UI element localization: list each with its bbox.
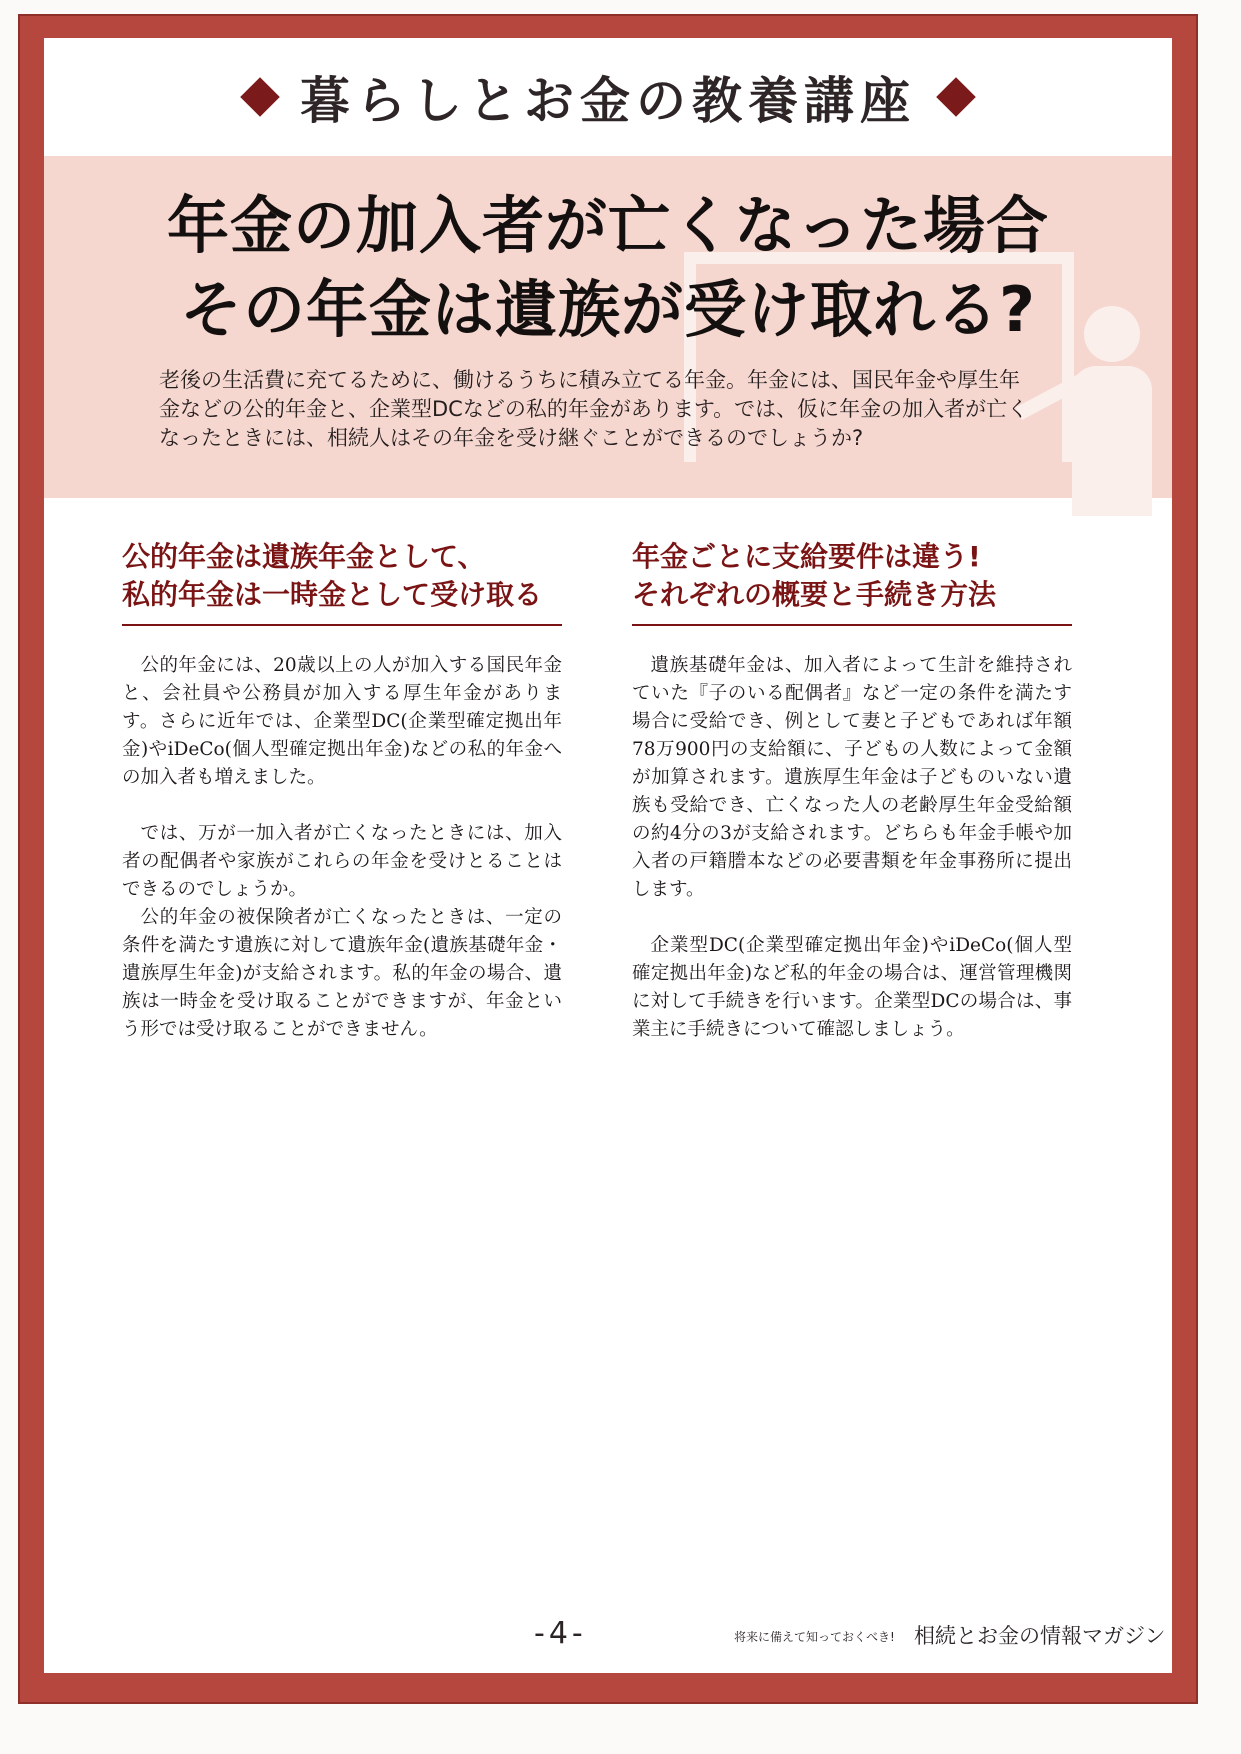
magazine-name: 相続とお金の情報マガジン xyxy=(914,1624,1166,1648)
headline-line-1: 年金の加入者が亡くなった場合 xyxy=(166,189,1049,262)
teacher-body-icon xyxy=(1072,366,1152,516)
left-column-body xyxy=(122,652,562,1044)
right-paragraph-1: 遺族基礎年金は、加入者によって生計を維持されていた『子のいる配偶者』など一定の条件を満たす場合に受給でき、例として妻と子どもであれば年額78万900円の支給額に、子どもの人数によって金額が加算されます。遺族厚生年金は子どものいない遺族も受給でき、亡くなった人の老齢厚生年金受給額の約4分の3が支給されます。どちらも年金手帳や加入者の戸籍謄本などの必要書類を年金事務所に提出します。 xyxy=(632,655,1072,900)
left-paragraph-2: では、万が一加入者が亡くなったときには、加入者の配偶者や家族がこれらの年金を受けとることはできるのでしょうか。 xyxy=(122,823,562,900)
series-title: 暮らしとお金の教養講座 xyxy=(300,72,916,130)
right-column-body xyxy=(632,652,1072,1044)
page-footer xyxy=(44,1616,1172,1656)
left-heading-line-1: 公的年金は遺族年金として、 xyxy=(122,540,486,573)
hero-banner xyxy=(44,156,1172,498)
page-content xyxy=(44,38,1172,1673)
left-paragraph-1: 公的年金には、20歳以上の人が加入する国民年金と、会社員や公務員が加入する厚生年金があります。さらに近年では、企業型DC(企業型確定拠出年金)やiDeCo(個人型確定拠出年金)などの私的年金への加入者も増えました。 xyxy=(122,655,562,788)
lead-paragraph: 老後の生活費に充てるために、働けるうちに積み立てる年金。年金には、国民年金や厚生年金などの公的年金と、企業型DCなどの私的年金があります。では、仮に年金の加入者が亡くなったときには、相続人はその年金を受け継ぐことができるのでしょうか? xyxy=(159,368,1029,450)
left-column-heading xyxy=(122,538,562,626)
diamond-left-icon xyxy=(240,77,280,117)
left-heading-line-2: 私的年金は一時金として受け取る xyxy=(122,578,543,611)
right-heading-line-1: 年金ごとに支給要件は違う! xyxy=(632,540,981,573)
magazine-tagline: 将来に備えて知っておくべき! xyxy=(734,1630,895,1644)
headline xyxy=(44,184,1172,352)
left-column xyxy=(122,538,562,1044)
series-title-bar xyxy=(44,38,1172,156)
right-heading-line-2: それぞれの概要と手続き方法 xyxy=(632,578,997,611)
right-paragraph-2: 企業型DC(企業型確定拠出年金)やiDeCo(個人型確定拠出年金)など私的年金の場合は、運営管理機関に対して手続きを行います。企業型DCの場合は、事業主に手続きについて確認しましょう。 xyxy=(632,935,1072,1040)
right-column-heading xyxy=(632,538,1072,626)
diamond-right-icon xyxy=(936,77,976,117)
left-paragraph-3: 公的年金の被保険者が亡くなったときは、一定の条件を満たす遺族に対して遺族年金(遺族基礎年金・遺族厚生年金)が支給されます。私的年金の場合、遺族は一時金を受け取ることができますが、年金という形では受け取ることができません。 xyxy=(122,907,562,1040)
headline-line-2: その年金は遺族が受け取れる? xyxy=(180,273,1036,346)
page-number: -4- xyxy=(534,1616,587,1651)
right-column xyxy=(632,538,1072,1044)
